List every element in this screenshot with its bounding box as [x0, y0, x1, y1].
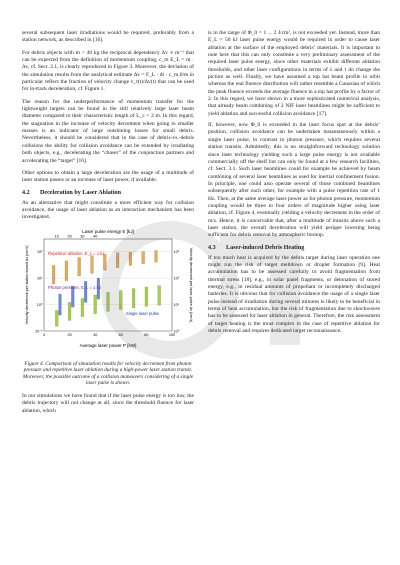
annotation-ablation: Repetitive ablation, E_L = 1 kJ: [48, 250, 105, 256]
figure-caption: Figure 4. Comparison of simulation results for velocity decrement from photon pressure and repetitive laser ablation during a high-power laser station transit. Moreover, the possible outcome of a collision maneuvers considering of a single laser pulse is shown.: [22, 360, 194, 387]
section-heading: [22, 190, 194, 196]
paragraph: As an alternative that might constitute a more efficient way for collision avoidance, the usage of laser ablation as an interaction mechanism has been investigated.: [22, 199, 194, 221]
y-tick-label-left: 10⁻¹: [35, 328, 43, 333]
bar: [155, 250, 158, 262]
y-tick-label-left: 10²: [37, 249, 43, 254]
top-tick-label: 10: [54, 234, 59, 239]
left-column: [22, 30, 194, 420]
section-heading: [208, 245, 380, 251]
paragraph: In our simulations we have found that if the laser pulse energy is too low, the debris trajectory will not change at all, since the threshold fluence for laser ablation, which: [22, 392, 194, 414]
x-axis-label: Average laser power P [kW]: [79, 342, 137, 348]
right-column: [208, 30, 380, 340]
paragraph: For debris objects with m > 40 kg the reciprocal dependency Δv ∝ m⁻¹ that can be expected from the definition of momentum coupling, c_m E_L = m · Δv, cf. Sect. 2.1, is clearly reproduced in Figure 3. Moreover, the deviation of the simulation results from the analytical estimate Δv = F_L · dt · c_m,0/m in particular reflect the fraction of velocity change v_t(t)/Δv(t) that can be used for in-track deceleration, cf. Figure 1.: [22, 49, 194, 93]
x-tick-label: 0: [42, 332, 46, 337]
bar: [94, 295, 97, 314]
bar: [68, 302, 71, 320]
bar: [132, 288, 135, 307]
paragraph: If, however, now Φ_0 is exceeded in the laser focus spot at the debris’ position, collision avoidance can be undertaken instantaneously within a single laser pulse, in contrast to photon pressure, which requires several station transits. Admittedly, this is no straightforward technology solution since laser technology yielding such a large pulse energy is not available commercially off the shelf but can only be found at a few research facilities, cf. Sect. 3.1. Such laser beamlines could for example be achieved by beam combining of several laser beamlines as used for inertial confinement fusion. In principle, one could also operate several of those combined beamlines subsequently after each other, for example with a pulse repetition rate of 1 Hz. Then, at the same average laser power as for photon pressure, momentum coupling would be three to four orders of magnitude higher using laser ablation, cf. Figure 4, eventually yielding a velocity decrement in the order of m/s. Hence, it is conceivable that, after a multitude of transits above such a laser station, the overall deceleration will yield perigee lowering being sufficient for debris removal by atmospheric burnup.: [208, 122, 380, 239]
y-tick-label-right: 10⁰: [173, 328, 180, 333]
x-tick-label: 60: [118, 332, 123, 337]
bar: [145, 287, 148, 306]
bar: [103, 254, 106, 270]
y-axis-label-right: Velocity decrement per laser pulse Δv [cm/s]: [189, 247, 193, 322]
section-number: 4.3: [208, 244, 216, 251]
bar: [81, 298, 84, 316]
bar: [158, 285, 161, 304]
bar: [91, 255, 94, 273]
y-tick-label-right: 10³: [173, 249, 179, 254]
chart-title: Laser pulse energy E [kJ]: [82, 228, 134, 234]
y-tick-label-right: 10²: [173, 276, 179, 281]
y-tick-label-right: 10¹: [173, 302, 179, 307]
paragraph: is in the range of Φ_0 = 1 ... 2 J/cm², is not exceeded yet. Instead, more than E_L = 50 kJ laser pulse energy would be required in order to cause laser ablation at the surface of the employed debris’ materials. It is important to note here that this can only constitute a very preliminary assessment of the required laser pulse energy, since other materials exhibit different ablation thresholds, and other laser configurations in terms of λ and τ do change the picture as well. Finally, we have assumed a top hat beam profile in orbit whereas the real fluence distribution will rather resemble a Gaussian of which the peak fluence exceeds the average fluence in a top hat profile by a factor of 2. In this regard, we have shown in a more sophisticated numerical analysis, that already beam combining of 2 NIF laser beamlines might be sufficient to yield ablation and successful collision avoidance [17].: [208, 30, 380, 117]
chart-svg: [22, 227, 194, 357]
x-tick-label: 40: [93, 332, 98, 337]
section-title: Deceleration by Laser Ablation: [40, 189, 121, 196]
annotation-photon: Photon pressure, E_L = 1 kJ: [48, 284, 101, 290]
bar: [55, 310, 58, 326]
bar: [59, 294, 62, 315]
annotation-single: Single laser pulse: [126, 310, 160, 316]
bar: [142, 251, 145, 263]
section-title: Laser-induced Debris Heating: [226, 244, 305, 251]
paragraph: several subsequent laser irradiations would be required, preferably from a station network, as described in [16].: [22, 30, 194, 44]
top-tick-label: 40: [93, 234, 98, 239]
x-tick-label: 20: [67, 332, 72, 337]
x-tick-label: 80: [144, 332, 149, 337]
bar: [65, 260, 68, 280]
bar: [107, 292, 110, 311]
top-tick-label: 30: [80, 234, 85, 239]
bar: [78, 257, 81, 275]
bar: [52, 265, 55, 283]
section-number: 4.2: [22, 189, 30, 196]
figure-4: [22, 227, 194, 357]
paragraph: Other options to obtain a large deceleration are the usage of a multitude of laser station passes or an increase of laser power, if available.: [22, 169, 194, 184]
paragraph: The reason for the underperformance of momentum transfer for the lightweight targets can be found in the still relatively large laser beam diameter compared to their characteristic length of L_c < 2 m. In this regard, the stagnation in the increase of velocity decrement when going to smaller masses is an indicator of large outshining losses for small debris. Nevertheless, it should be considered that in the case of debris-vs.-debris collisions the ability for collision avoidance can be extended by irradiating both objects, e.g., decelerating the “chaser” of the conjunction partners and accelerating the “target” [16].: [22, 98, 194, 164]
paragraph: If too much heat is acquired by the debris target during laser operation one might run the risk of target meltdown or droplet formation [9]. Heat accumulation has to be assessed carefully to avoid fragmentation from thermal stress [18], e.g., in solar panel fragments, or detonation of stored energy, e.g., in residual amounts of propellant or incompletely discharged batteries. It is obvious that for collision avoidance the usage of a single laser pulse instead of irradiation during several minutes is likely to be beneficial in terms of heat accumulation, but the risk of fragmentation due to shockwaves has to be assessed for laser ablation in general. Therefore, the risk assessment of target heating is the most complex in the case of repetitive ablation for debris removal and requires dedicated target reconnaissance.: [208, 254, 380, 335]
y-axis-label-left: Velocity decrement per station transit Δv [cm/s]: [25, 245, 29, 325]
top-tick-label: 20: [67, 234, 72, 239]
y-tick-label-left: 10⁰: [36, 302, 43, 307]
bar: [119, 290, 122, 309]
bar: [129, 252, 132, 265]
x-tick-label: 100: [168, 332, 176, 337]
bar: [116, 252, 119, 267]
y-tick-label-left: 10¹: [37, 276, 43, 281]
